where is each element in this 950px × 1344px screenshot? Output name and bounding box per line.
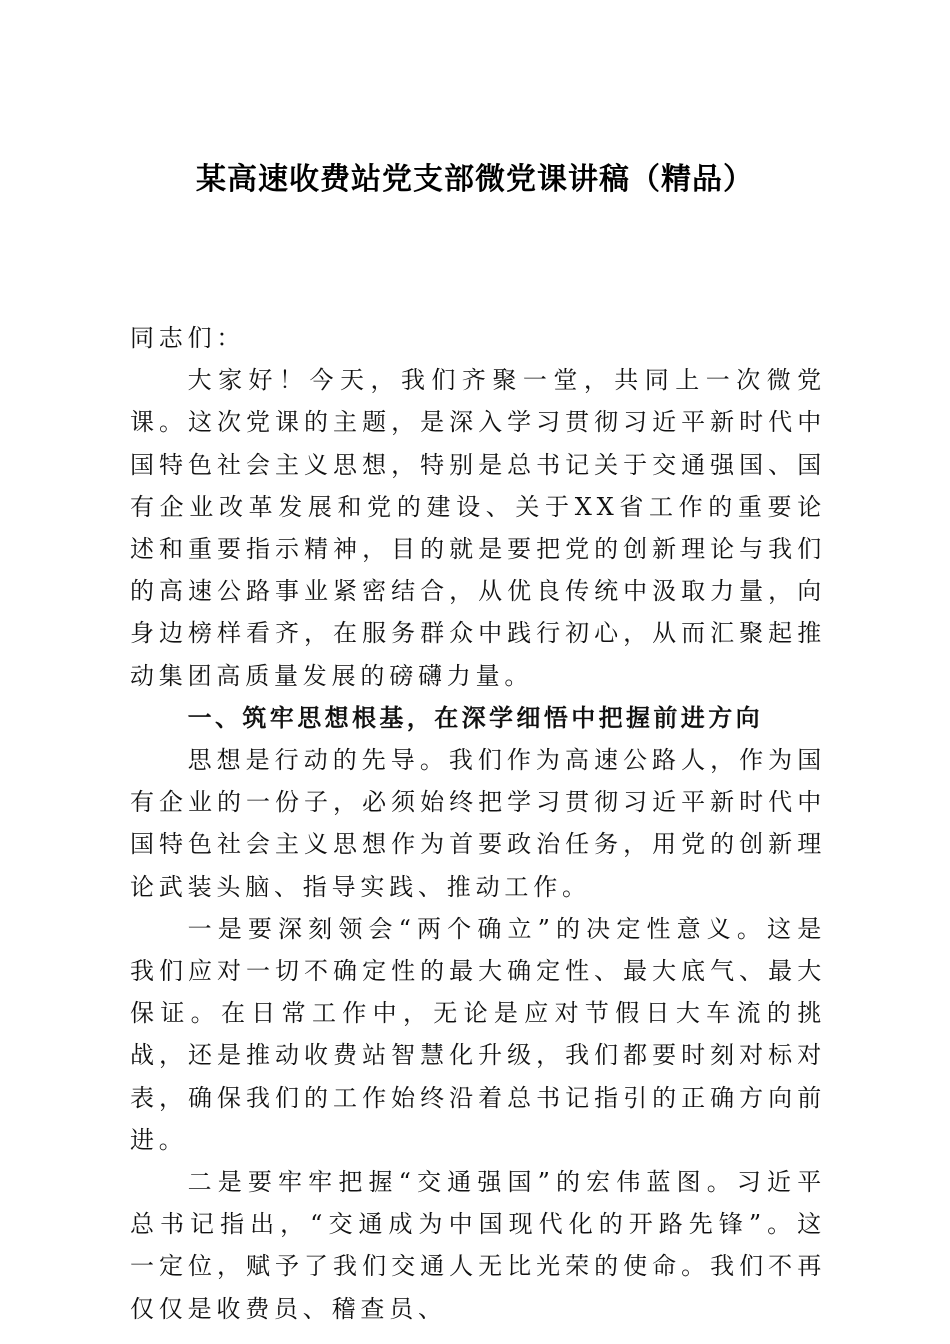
intro-paragraph: 大家好！今天，我们齐聚一堂，共同上一次微党课。这次党课的主题，是深入学习贯彻习近平新时代中国特色社会主义思想，特别是总书记关于交通强国、国有企业改革发展和党的建设、关于XX省工作的重要论述和重要指示精神，目的就是要把党的创新理论与我们的高速公路事业紧密结合，从优良传统中汲取力量，向身边榜样看齐，在服务群众中践行初心，从而汇聚起推动集团高质量发展的磅礴力量。 (130, 366, 826, 690)
section-heading-1: 一、筑牢思想根基，在深学细悟中把握前进方向 (187, 703, 763, 732)
section-1-paragraph-2: 一是要深刻领会“两个确立”的决定性意义。这是我们应对一切不确定性的最大确定性、最大底气、最大保证。在日常工作中，无论是应对节假日大车流的挑战，还是推动收费站智慧化升级，我们都要时刻对标对表，确保我们的工作始终沿着总书记指引的正确方向前进。 (130, 914, 826, 1154)
section-1-paragraph-1: 思想是行动的先导。我们作为高速公路人，作为国有企业的一份子，必须始终把学习贯彻习近平新时代中国特色社会主义思想作为首要政治任务，用党的创新理论武装头脑、指导实践、推动工作。 (130, 746, 826, 901)
document-title: 某高速收费站党支部微党课讲稿（精品） (196, 162, 754, 197)
document-body (130, 317, 826, 1330)
salutation: 同志们： (130, 324, 246, 352)
section-1-paragraph-3: 二是要牢牢把握“交通强国”的宏伟蓝图。习近平总书记指出，“交通成为中国现代化的开路先锋”。这一定位，赋予了我们交通人无比光荣的使命。我们不再仅仅是收费员、稽查员、 (130, 1168, 826, 1323)
